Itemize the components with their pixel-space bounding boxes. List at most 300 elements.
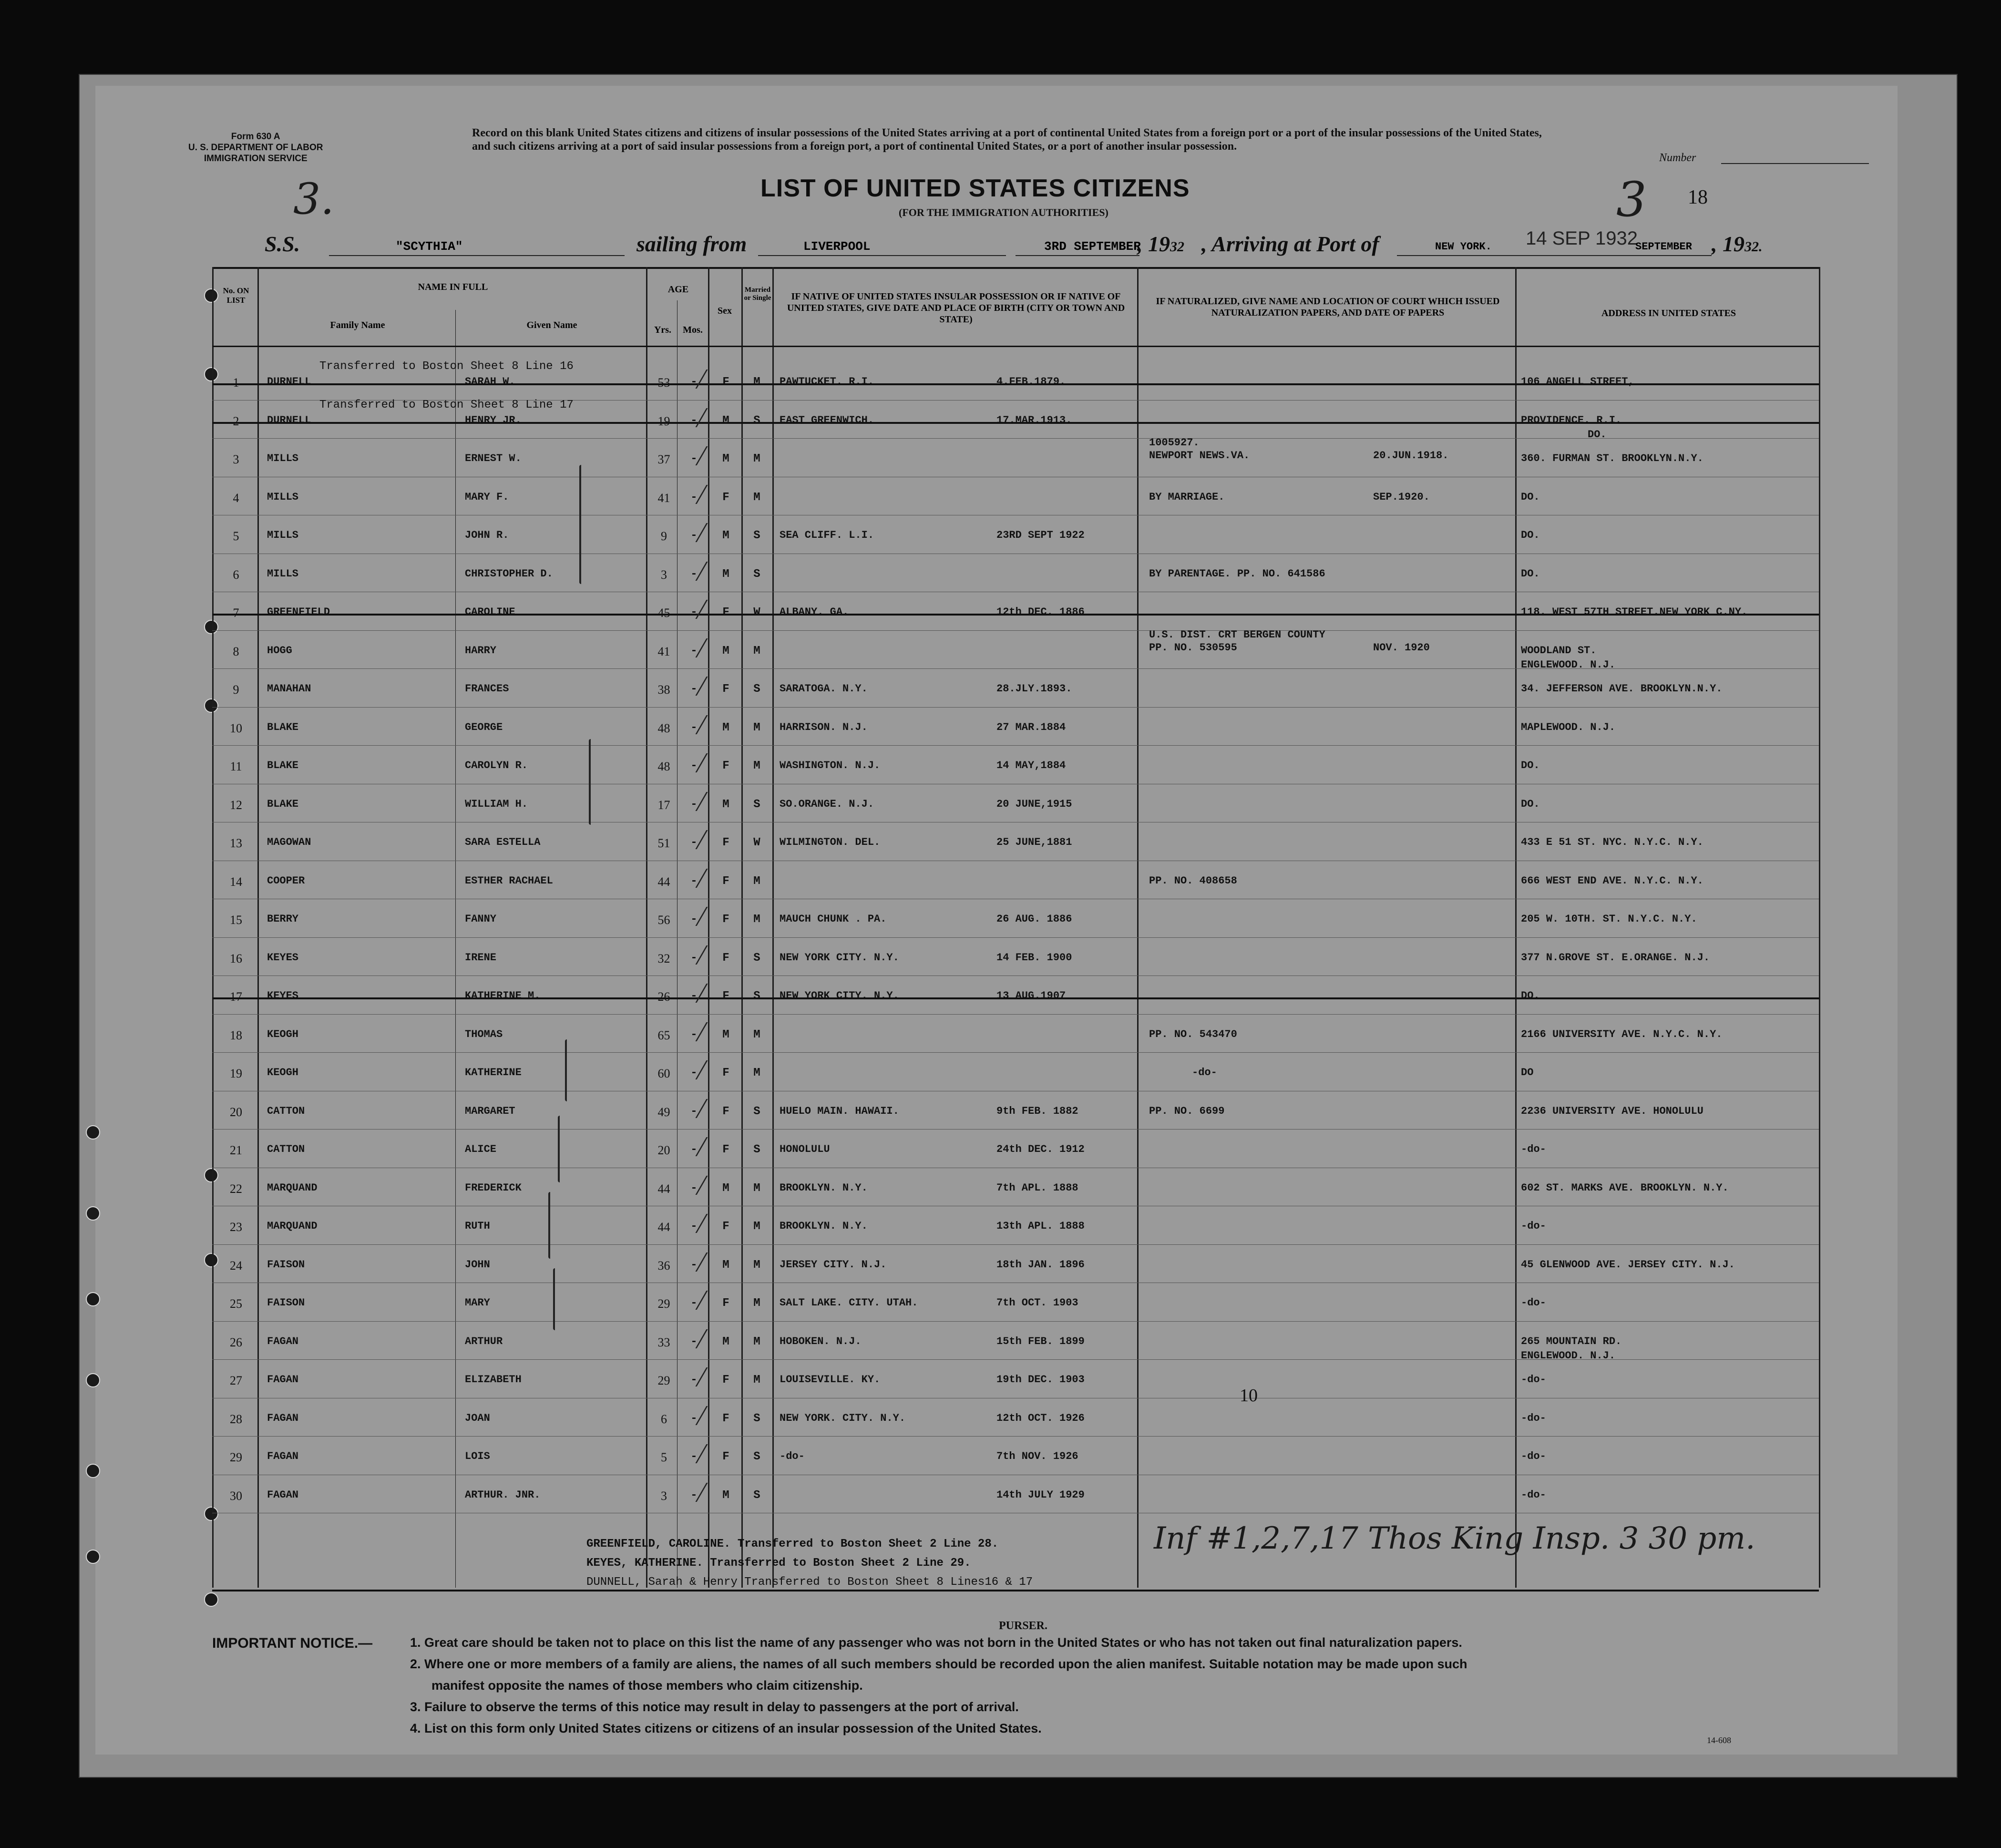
cell-address: 360. FURMAN ST. BROOKLYN.N.Y. (1521, 452, 1703, 464)
header-sex: Sex (718, 306, 732, 316)
cell-family: FAGAN (267, 1412, 299, 1424)
cell-yrs: 26 (657, 990, 670, 1004)
cell-sex: F (722, 1412, 729, 1425)
cell-no: 25 (230, 1297, 242, 1311)
cell-family: CATTON (267, 1105, 305, 1117)
cell-place: SALT LAKE. CITY. UTAH. (780, 1297, 918, 1309)
cell-sex: F (722, 836, 729, 849)
cell-ms: M (753, 644, 760, 657)
cell-mos: - (690, 1220, 698, 1233)
cell-family: MILLS (267, 567, 299, 580)
page-number: 18 (1688, 186, 1708, 208)
department: U. S. DEPARTMENT OF LABOR (188, 143, 323, 153)
cell-no: 15 (230, 913, 242, 927)
strike-line (212, 383, 1819, 385)
cell-family: KEYES (267, 951, 299, 964)
cell-family: FAGAN (267, 1489, 299, 1501)
cell-yrs: 49 (657, 1105, 670, 1119)
cell-yrs: 3 (661, 567, 667, 582)
cell-ms: S (753, 529, 760, 542)
cell-no: 13 (230, 836, 242, 850)
row-line (212, 1321, 1819, 1322)
cell-date: 17.MAR.1913. (996, 414, 1072, 426)
transfer-note-keyes: KEYES, KATHERINE. Transferred to Boston Sheet 2 Line 29. (586, 1557, 971, 1570)
cell-yrs: 36 (657, 1258, 670, 1273)
cell-place: HARRISON. N.J. (780, 721, 868, 733)
cell-mos: - (690, 606, 698, 619)
cell-ms: M (753, 913, 760, 926)
cell-no: 16 (230, 951, 242, 965)
departure-underline (758, 255, 1006, 256)
cell-mos: - (690, 1143, 698, 1156)
cell-mos: - (690, 529, 698, 542)
cell-date: 24th DEC. 1912 (996, 1143, 1085, 1155)
cell-no: 3 (233, 452, 239, 466)
cell-ms: S (753, 1105, 760, 1118)
binder-hole (86, 1373, 100, 1387)
cell-family: FAISON (267, 1258, 305, 1271)
cell-date: 14 MAY,1884 (996, 760, 1066, 771)
cell-yrs: 19 (657, 414, 670, 428)
page-subtitle: (FOR THE IMMIGRATION AUTHORITIES) (899, 206, 1108, 218)
cell-family: COOPER (267, 874, 305, 887)
cell-no: 23 (230, 1220, 242, 1234)
cell-family: BLAKE (267, 760, 299, 771)
cell-no: 21 (230, 1143, 242, 1157)
row-line (212, 1436, 1819, 1437)
cell-address: -do- (1521, 1450, 1546, 1462)
cell-family: FAISON (267, 1297, 305, 1309)
cell-place: WILMINGTON. DEL. (780, 836, 881, 848)
cell-ms: M (753, 760, 760, 772)
cell-address: DO. (1521, 529, 1540, 541)
cell-date: 14th JULY 1929 (996, 1489, 1085, 1501)
family-bracket (558, 1116, 560, 1182)
cell-address: -do- (1521, 1489, 1546, 1501)
cell-address: WOODLAND ST. (1521, 644, 1597, 657)
cell-mos: - (690, 990, 698, 1003)
family-bracket (553, 1268, 555, 1330)
cell-ms: S (753, 1143, 760, 1156)
header-naturalized: IF NATURALIZED, GIVE NAME AND LOCATION OF COURT WHICH ISSUED NATURALIZATION PAPERS, AND DATE OF PAPERS (1156, 296, 1500, 318)
cell-given: FREDERICK (465, 1181, 522, 1194)
cell-yrs: 44 (657, 874, 670, 889)
cell-address: DO. (1521, 798, 1540, 810)
cell-mos: - (690, 567, 698, 581)
cell-yrs: 3 (661, 1489, 667, 1503)
cell-yrs: 60 (657, 1067, 670, 1080)
col-divider (646, 267, 647, 1588)
cell-given: KATHERINE M. (465, 990, 541, 1002)
cell-sex: F (722, 990, 729, 1003)
cell-mos: - (690, 1374, 698, 1386)
col-divider (1819, 267, 1820, 1588)
cell-given: HARRY (465, 644, 497, 657)
cell-yrs: 45 (657, 606, 670, 620)
cell-mos: - (690, 1335, 698, 1348)
cell-date: 28.JLY.1893. (996, 683, 1072, 695)
strike-line (212, 997, 1819, 999)
cell-date: 18th JAN. 1896 (996, 1258, 1085, 1271)
cell-given: THOMAS (465, 1028, 503, 1040)
cell-mos: - (690, 760, 698, 772)
cell-sex: F (722, 683, 729, 696)
year-suffix: 32 (1170, 239, 1184, 255)
cell-sex: F (722, 606, 729, 619)
cell-no: 11 (230, 760, 242, 773)
cell-mos: - (690, 414, 698, 427)
cell-place: HOBOKEN. N.J. (780, 1335, 862, 1347)
cell-no: 10 (230, 721, 242, 735)
cell-no: 4 (233, 491, 239, 505)
cell-address: 433 E 51 ST. NYC. N.Y.C. N.Y. (1521, 836, 1703, 848)
year-prefix-text: , 19 (1137, 232, 1170, 256)
header-age: AGE (667, 284, 689, 295)
binder-hole (86, 1125, 100, 1140)
arrival-year (1712, 231, 1763, 257)
cell-yrs: 65 (657, 1028, 670, 1042)
cell-place: PAWTUCKET. R.I. (780, 376, 874, 388)
notice-label: IMPORTANT NOTICE.— (212, 1635, 373, 1651)
cell-given: ARTHUR. JNR. (465, 1489, 541, 1501)
ship-name: "SCYTHIA" (396, 239, 463, 254)
cell-no: 9 (233, 683, 239, 697)
cell-address: 106 ANGELL STREET, (1521, 376, 1634, 388)
cell-address: 205 W. 10TH. ST. N.Y.C. N.Y. (1521, 913, 1697, 925)
cell-given: MARY (465, 1297, 490, 1309)
cell-ms: S (753, 414, 760, 427)
cell-sex: M (722, 414, 729, 427)
cell-given: LOIS (465, 1450, 490, 1462)
cell-address: DO. (1521, 491, 1540, 503)
cell-place: HONOLULU (780, 1143, 830, 1155)
date-underline (1016, 255, 1139, 256)
cell-ms: S (753, 1450, 760, 1463)
cell-address: 2166 UNIVERSITY AVE. N.Y.C. N.Y. (1521, 1028, 1723, 1040)
cell-mos: - (690, 1105, 698, 1118)
form-identifier (188, 131, 323, 164)
cell-address: DO (1521, 1067, 1534, 1078)
cell-address: PROVIDENCE. R.I. (1521, 414, 1622, 426)
cell-place: SO.ORANGE. N.J. (780, 798, 874, 810)
cell-sex: M (722, 452, 729, 465)
cell-sex: M (722, 798, 729, 811)
cell-date: 13 AUG.1907 (996, 990, 1066, 1002)
cell-naturalization-court: PP. NO. 530595 (1149, 641, 1237, 654)
cell-family: FAGAN (267, 1335, 299, 1347)
cell-place: NEW YORK CITY. N.Y. (780, 990, 899, 1002)
cell-sex: M (722, 1028, 729, 1041)
cell-family: HOGG (267, 644, 292, 657)
purser-label: PURSER. (999, 1620, 1048, 1632)
cell-mos: - (690, 644, 698, 657)
cell-ms: M (753, 874, 760, 888)
cell-yrs: 37 (657, 452, 670, 466)
cell-no: 29 (230, 1450, 242, 1464)
cell-sex: M (722, 1489, 729, 1502)
cell-yrs: 44 (657, 1181, 670, 1196)
arrival-year-prefix: , 19 (1712, 232, 1744, 256)
cell-sex: M (722, 644, 729, 657)
cell-date: 7th NOV. 1926 (996, 1450, 1078, 1462)
cell-sex: M (722, 529, 729, 542)
row-line (212, 707, 1819, 708)
cell-naturalization: BY PARENTAGE. PP. NO. 641586 (1149, 567, 1325, 580)
cell-family: MILLS (267, 529, 299, 541)
cell-date: 27 MAR.1884 (996, 721, 1066, 733)
cell-ms: M (753, 1258, 760, 1272)
cell-given: FRANCES (465, 683, 509, 695)
strike-line (212, 614, 1819, 616)
strike-line (212, 422, 1819, 424)
cell-sex: F (722, 874, 729, 888)
cell-given: ERNEST W. (465, 452, 522, 464)
cell-place: HUELO MAIN. HAWAII. (780, 1105, 899, 1117)
form-number: Form 630 A (231, 132, 280, 142)
notice-item-1: 1. Great care should be taken not to place on this list the name of any passenger who was not born in the United States or who has not taken out final naturalization papers. (410, 1635, 1462, 1650)
cell-yrs: 6 (661, 1412, 667, 1426)
cell-mos: - (690, 376, 698, 389)
passenger-table (212, 267, 1819, 1591)
cell-date: 25 JUNE,1881 (996, 836, 1072, 848)
cell-ms: M (753, 452, 760, 465)
cell-family: DURNELL (267, 414, 311, 426)
cell-date: 12th OCT. 1926 (996, 1412, 1085, 1424)
cell-family: BERRY (267, 913, 299, 925)
cell-place: LOUISEVILLE. KY. (780, 1374, 881, 1386)
cell-address-line2: ENGLEWOOD. N.J. (1521, 658, 1616, 671)
header-mos: Mos. (683, 325, 703, 335)
cell-ms: M (753, 1181, 760, 1195)
cell-no: 20 (230, 1105, 242, 1119)
cell-yrs: 41 (657, 491, 670, 505)
arrival-stamp: 14 SEP 1932 (1526, 228, 1638, 249)
family-bracket (565, 1039, 567, 1101)
header-divider (212, 346, 1819, 347)
cell-date: 26 AUG. 1886 (996, 913, 1072, 925)
header-married-single: Married or Single (744, 286, 771, 302)
cell-no: 24 (230, 1258, 242, 1273)
cell-given: FANNY (465, 913, 497, 925)
row-line (212, 630, 1819, 631)
row-line (212, 438, 1819, 439)
binder-hole (86, 1550, 100, 1564)
cell-sex: F (722, 1297, 729, 1310)
cell-naturalization: -do- (1192, 1067, 1217, 1078)
cell-mos: - (690, 1297, 698, 1310)
col-divider (455, 310, 456, 1588)
cell-given: WILLIAM H. (465, 798, 528, 810)
cell-yrs: 53 (657, 376, 670, 390)
handwritten-right-numeral: 3 (1616, 172, 1647, 227)
notice-item-2: 2. Where one or more members of a family are aliens, the names of all such members should be recorded upon the alien manifest. Suitable notation may be made upon such (410, 1657, 1467, 1671)
cell-ms: M (753, 1374, 760, 1386)
row-line (212, 745, 1819, 746)
cell-place: JERSEY CITY. N.J. (780, 1258, 887, 1271)
cell-mos: - (690, 683, 698, 696)
cell-no: 1 (233, 376, 239, 390)
cell-naturalization: PP. NO. 543470 (1149, 1028, 1237, 1040)
cell-family: DURNELL (267, 376, 311, 388)
cell-address-line2: ENGLEWOOD. N.J. (1521, 1349, 1616, 1362)
cell-family: MARQUAND (267, 1220, 318, 1232)
notice-item-3: 3. Failure to observe the terms of this notice may result in delay to passengers at the port of arrival. (410, 1700, 1019, 1714)
cell-yrs: 48 (657, 721, 670, 735)
cell-family: KEYES (267, 990, 299, 1002)
cell-place: BROOKLYN. N.Y. (780, 1220, 868, 1232)
family-bracket (589, 739, 591, 825)
cell-yrs: 29 (657, 1297, 670, 1311)
cell-family: MARQUAND (267, 1181, 318, 1194)
cell-sex: F (722, 1374, 729, 1386)
cell-given: ALICE (465, 1143, 497, 1155)
cell-date: 7th OCT. 1903 (996, 1297, 1078, 1309)
cell-place: BROOKLYN. N.Y. (780, 1181, 868, 1194)
cell-naturalization-court: NEWPORT NEWS.VA. (1149, 450, 1250, 462)
cell-no: 14 (230, 874, 242, 889)
cell-family: MILLS (267, 491, 299, 503)
cell-given: JOAN (465, 1412, 490, 1424)
cell-address: MAPLEWOOD. N.J. (1521, 721, 1616, 733)
cell-family: CATTON (267, 1143, 305, 1155)
handwritten-left-numeral: 3. (293, 174, 334, 224)
family-bracket (579, 465, 581, 584)
cell-given: CHRISTOPHER D. (465, 567, 553, 580)
cell-ms: S (753, 990, 760, 1003)
cell-given: IRENE (465, 951, 497, 964)
cell-ms: S (753, 1489, 760, 1502)
transfer-note-greenfield: GREENFIELD, CAROLINE. Transferred to Boston Sheet 2 Line 28. (586, 1538, 999, 1550)
cell-ms: W (753, 606, 760, 619)
cell-yrs: 29 (657, 1374, 670, 1387)
cell-given: KATHERINE (465, 1067, 522, 1078)
cell-ms: S (753, 683, 760, 696)
cell-ms: M (753, 1067, 760, 1079)
cell-address: -do- (1521, 1374, 1546, 1386)
cell-mos: - (690, 798, 698, 811)
cell-mos: - (690, 491, 698, 504)
cell-place: EAST GREENWICH. (780, 414, 874, 426)
col-divider (772, 267, 774, 1588)
cell-no: 8 (233, 644, 239, 658)
cell-given: CAROLINE (465, 606, 515, 618)
cell-given: JOHN (465, 1258, 490, 1271)
cell-place: MAUCH CHUNK . PA. (780, 913, 887, 925)
cell-address: 2236 UNIVERSITY AVE. HONOLULU (1521, 1105, 1703, 1117)
cell-yrs: 56 (657, 913, 670, 927)
header-yrs: Yrs. (654, 325, 672, 335)
cell-no: 18 (230, 1028, 242, 1042)
cell-date: 14 FEB. 1900 (996, 951, 1072, 964)
cell-address: 45 GLENWOOD AVE. JERSEY CITY. N.J. (1521, 1258, 1735, 1271)
header-birth: IF NATIVE OF UNITED STATES INSULAR POSSESSION OR IF NATIVE OF UNITED STATES, GIVE DATE AND PLACE OF BIRTH (CITY OR TOWN AND STATE) (787, 291, 1125, 325)
cell-no: 30 (230, 1489, 242, 1503)
cell-mos: - (690, 1181, 698, 1195)
cell-address: 34. JEFFERSON AVE. BROOKLYN.N.Y. (1521, 683, 1723, 695)
year-prefix (1137, 231, 1184, 257)
cell-family: FAGAN (267, 1450, 299, 1462)
ss-label: S.S. (265, 232, 300, 256)
notice-item-2-cont: manifest opposite the names of those members who claim citizenship. (431, 1678, 863, 1693)
cell-no: 19 (230, 1067, 242, 1080)
record-instructions: Record on this blank United States citizens and citizens of insular possessions of the United States arriving at a port of continental United States from a foreign port or a port of the insular possessions of the United States, and such citizens arriving at a port of said insular possessions from a foreign port, a port of continental United States, or a port of another insular possession. (472, 127, 1542, 153)
cell-mos: - (690, 1258, 698, 1272)
transfer-annotation: Transferred to Boston Sheet 8 Line 17 (319, 398, 574, 411)
cell-naturalization-date: NOV. 1920 (1373, 641, 1430, 654)
departure-port: LIVERPOOL (803, 239, 871, 254)
cell-naturalization: BY MARRIAGE. (1149, 491, 1225, 503)
col-divider (1515, 267, 1517, 1588)
cell-address: -do- (1521, 1297, 1546, 1309)
cell-given: CAROLYN R. (465, 760, 528, 771)
cell-given: ELIZABETH (465, 1374, 522, 1386)
cell-family: MAGOWAN (267, 836, 311, 848)
cell-place: NEW YORK. CITY. N.Y. (780, 1412, 906, 1424)
cell-mos: - (690, 1067, 698, 1079)
cell-sex: F (722, 951, 729, 965)
cell-address: 602 ST. MARKS AVE. BROOKLYN. N.Y. (1521, 1181, 1729, 1194)
cell-address: -do- (1521, 1220, 1546, 1232)
cell-given: ARTHUR (465, 1335, 503, 1347)
cell-naturalization-date: SEP.1920. (1373, 491, 1430, 503)
cell-given: JOHN R. (465, 529, 509, 541)
cell-ms: M (753, 376, 760, 389)
cell-mos: - (690, 836, 698, 849)
cell-date: 9th FEB. 1882 (996, 1105, 1078, 1117)
cell-place: WASHINGTON. N.J. (780, 760, 881, 771)
cell-address: 265 MOUNTAIN RD. (1521, 1335, 1622, 1347)
service: IMMIGRATION SERVICE (204, 154, 308, 164)
cell-no: 27 (230, 1374, 242, 1387)
arrival-month: SEPTEMBER (1635, 241, 1692, 253)
cell-place: ALBANY. GA. (780, 606, 849, 618)
cell-sex: M (722, 1258, 729, 1272)
cell-place: -do- (780, 1450, 805, 1462)
cell-no: 7 (233, 606, 239, 620)
header-no-on-list: No. ON LIST (223, 286, 249, 305)
cell-sex: F (722, 1143, 729, 1156)
row-line (212, 975, 1819, 976)
cell-yrs: 33 (657, 1335, 670, 1349)
number-label: Number (1659, 152, 1696, 164)
ship-underline (329, 255, 625, 256)
cell-yrs: 51 (657, 836, 670, 850)
cell-date: 13th APL. 1888 (996, 1220, 1085, 1232)
cell-address: -do- (1521, 1412, 1546, 1424)
row-line (212, 937, 1819, 938)
cell-date: 4.FEB.1879. (996, 376, 1066, 388)
cell-ms: M (753, 1335, 760, 1348)
col-divider (708, 267, 709, 1588)
cell-date: 15th FEB. 1899 (996, 1335, 1085, 1347)
cell-mos: - (690, 1028, 698, 1041)
cell-address: -do- (1521, 1143, 1546, 1155)
cell-date: 7th APL. 1888 (996, 1181, 1078, 1194)
header-name-in-full: NAME IN FULL (418, 282, 488, 292)
cell-naturalization: 1005927. (1149, 437, 1200, 449)
cell-sex: F (722, 913, 729, 926)
header-family-name: Family Name (330, 320, 385, 330)
cell-yrs: 41 (657, 644, 670, 658)
arriving-label: , Arriving at Port of (1201, 232, 1379, 256)
notice-item-4: 4. List on this form only United States citizens or citizens of an insular possession of the United States. (410, 1721, 1042, 1735)
cell-naturalization: U.S. DIST. CRT BERGEN COUNTY (1149, 628, 1325, 641)
cell-yrs: 5 (661, 1450, 667, 1464)
page-title: LIST OF UNITED STATES CITIZENS (760, 175, 1190, 202)
sailing-label: sailing from (636, 232, 747, 256)
cell-ms: M (753, 1220, 760, 1233)
cell-mos: - (690, 913, 698, 926)
